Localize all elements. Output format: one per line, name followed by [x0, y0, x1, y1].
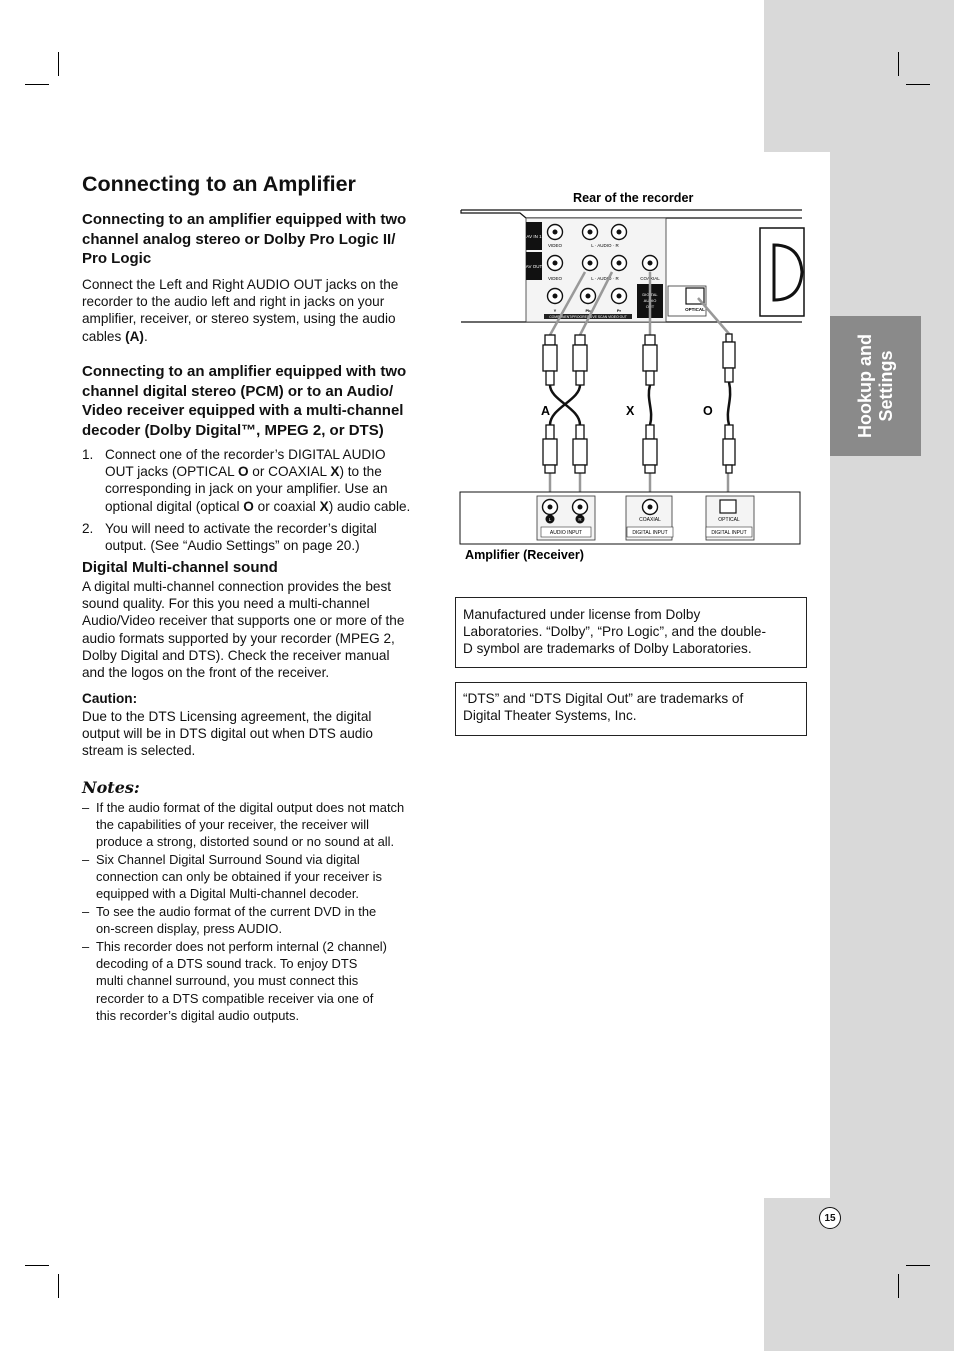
box-line: Manufactured under license from Dolby	[463, 607, 701, 622]
text: or coaxial	[253, 498, 320, 514]
side-margin-top	[764, 0, 954, 152]
component-label: COMPONENT/PROGRESSIVE SCAN VIDEO OUT	[549, 315, 627, 319]
section3-heading: Digital Multi-channel sound	[82, 559, 278, 576]
note-item	[96, 799, 404, 851]
cable-ref: X	[330, 464, 340, 480]
audio1-label: L · AUDIO · R	[591, 243, 619, 248]
crop-mark	[898, 52, 899, 76]
dash-bullet: –	[82, 904, 90, 919]
amp-r-label: R	[578, 517, 582, 522]
amp-optical-label: OPTICAL	[718, 517, 740, 523]
crop-mark	[58, 1274, 59, 1298]
body-line: audio formats supported by your recorder (MPEG 2,	[82, 630, 395, 646]
list-item	[82, 446, 442, 516]
audio2-label: L · AUDIO · R	[591, 276, 619, 281]
crop-mark	[58, 52, 59, 76]
list-item	[82, 520, 442, 556]
heading-line: Connecting to an amplifier equipped with two	[82, 363, 407, 380]
body-line: output will be in DTS digital out when DTS audio	[82, 726, 373, 742]
cable-x-label: X	[626, 404, 635, 418]
body-line: sound quality. For this you need a multi-channel	[82, 596, 370, 612]
cable-ref: O	[243, 498, 254, 514]
body-line: You will need to activate the recorder’s digital	[105, 521, 377, 536]
page-number: 15	[819, 1207, 841, 1229]
digital-input-label: DIGITAL INPUT	[632, 530, 668, 536]
heading-line: channel analog stereo or Dolby Pro Logic II/	[82, 230, 396, 248]
optical-label: OPTICAL	[685, 307, 705, 312]
cable-a-label: A	[541, 404, 551, 418]
note-line: If the audio format of the digital output does not match	[96, 800, 405, 815]
cable-x	[643, 335, 657, 473]
body-line: A digital multi-channel connection provides the best	[82, 579, 392, 594]
text: cables	[82, 328, 126, 344]
caution-heading: Caution:	[82, 691, 138, 706]
cable-o	[723, 334, 735, 473]
dash-bullet: –	[82, 939, 90, 954]
note-line: connection can only be obtained if your receiver is	[96, 869, 382, 885]
amp-label: Amplifier (Receiver)	[465, 548, 584, 562]
body-line	[105, 498, 410, 515]
av-in-label: AV IN 1	[526, 234, 542, 239]
caution-body	[82, 708, 373, 760]
pb-label: Pb	[585, 308, 591, 313]
video2-label: VIDEO	[547, 276, 563, 281]
body-line: stream is selected.	[82, 743, 196, 759]
note-line: produce a strong, distorted sound or no sound at all.	[96, 834, 395, 850]
text: ) to the	[339, 464, 382, 480]
body-line: Due to the DTS Licensing agreement, the digital	[82, 709, 372, 724]
note-item	[96, 851, 382, 903]
text: optional digital (optical	[105, 498, 244, 514]
digital-out-label: DIGITAL	[642, 292, 658, 297]
box-line: Laboratories. “Dolby”, “Pro Logic”, and the double-	[463, 624, 766, 640]
list-number: 2.	[82, 521, 94, 536]
list-number: 1.	[82, 447, 94, 462]
notes-title: Notes:	[82, 778, 140, 797]
section-tab-line2: Settings	[875, 350, 896, 422]
crop-mark	[906, 1265, 930, 1266]
digital-input-label: DIGITAL INPUT	[711, 530, 747, 536]
note-line: recorder to a DTS compatible receiver via one of	[96, 990, 374, 1006]
crop-mark	[898, 1274, 899, 1298]
body-line: Connect one of the recorder’s DIGITAL AUDIO	[105, 447, 386, 462]
dolby-trademark-box	[455, 597, 807, 668]
connection-diagram	[455, 185, 810, 570]
text: .	[143, 328, 148, 344]
body-line: Connect the Left and Right AUDIO OUT jacks on the	[82, 277, 399, 292]
note-line: This recorder does not perform internal (2 channel)	[96, 939, 387, 954]
amp-l-label: L	[548, 517, 552, 522]
amplifier-panel	[460, 492, 800, 544]
body-line: recorder to the audio left and right in jacks on your	[82, 294, 385, 310]
body-line: Dolby Digital and DTS). Check the receiver manual	[82, 647, 390, 663]
heading-line: Connecting to an amplifier equipped with two	[82, 211, 407, 228]
note-item	[96, 938, 387, 1024]
box-line: D symbol are trademarks of Dolby Laboratories.	[463, 641, 752, 657]
note-line: decoding of a DTS sound track. To enjoy DTS	[96, 956, 358, 972]
section1-heading	[82, 210, 406, 269]
text: or COAXIAL	[248, 464, 331, 480]
coaxial-label: COAXIAL	[640, 276, 660, 281]
amp-coaxial-label: COAXIAL	[639, 517, 661, 523]
dash-bullet: –	[82, 800, 90, 815]
crop-mark	[906, 84, 930, 85]
section-tab	[830, 316, 921, 456]
digital-out-label: AUDIO	[643, 298, 657, 303]
dts-trademark-box	[455, 682, 807, 736]
note-line: the capabilities of your receiver, the receiver will	[96, 817, 369, 833]
crop-mark	[25, 1265, 49, 1266]
heading-line: Pro Logic	[82, 250, 152, 267]
note-line: Six Channel Digital Surround Sound via digital	[96, 852, 360, 867]
note-line: on-screen display, press AUDIO.	[96, 921, 283, 937]
body-line: corresponding in jack on your amplifier. Use an	[105, 481, 388, 497]
page-title: Connecting to an Amplifier	[82, 172, 356, 196]
cable-ref: O	[237, 464, 249, 480]
note-item	[96, 903, 376, 937]
box-line: “DTS” and “DTS Digital Out” are trademarks of	[463, 691, 744, 706]
notes-list	[82, 799, 442, 1029]
heading-line: Video receiver equipped with a multi-channel	[82, 402, 404, 419]
body-line	[105, 463, 410, 480]
y-label: Y	[553, 308, 557, 313]
av-out-label: AV OUT	[525, 264, 543, 269]
rear-label: Rear of the recorder	[573, 191, 694, 205]
body-line: output. (See “Audio Settings” on page 20.)	[105, 538, 360, 554]
body-line: amplifier, receiver, or stereo system, using the audio	[82, 311, 396, 327]
box-line: Digital Theater Systems, Inc.	[463, 708, 637, 724]
note-line: multi channel surround, you must connect this	[96, 973, 359, 989]
section2-heading	[82, 362, 406, 440]
recorder-rear-panel	[461, 210, 804, 322]
cable-o-label: O	[703, 404, 713, 418]
body-line: Audio/Video receiver that supports one or more of the	[82, 613, 405, 629]
text: OUT jacks (OPTICAL	[105, 464, 238, 480]
side-margin	[830, 152, 954, 1198]
text: ) audio cable.	[328, 498, 411, 514]
pr-label: Pr	[616, 308, 622, 313]
video1-label: VIDEO	[547, 243, 563, 248]
heading-line: decoder (Dolby Digital™, MPEG 2, or DTS)	[82, 421, 384, 439]
side-margin-bottom	[764, 1198, 954, 1351]
audio-input-label: AUDIO INPUT	[549, 530, 583, 536]
section1-body	[82, 276, 398, 345]
body-line: and the logos on the front of the receiver.	[82, 665, 330, 681]
heading-line: channel digital stereo (PCM) or to an Audio/	[82, 382, 394, 400]
section3-body	[82, 578, 404, 681]
note-line: To see the audio format of the current DVD in the	[96, 904, 377, 919]
cable-ref: X	[319, 498, 329, 514]
cable-ref: (A)	[125, 328, 144, 344]
digital-out-label: OUT	[645, 304, 655, 309]
dash-bullet: –	[82, 852, 90, 867]
note-line: this recorder’s digital audio outputs.	[96, 1007, 300, 1023]
section-tab-line1: Hookup and	[854, 334, 875, 438]
body-line	[82, 328, 398, 345]
crop-mark	[25, 84, 49, 85]
note-line: equipped with a Digital Multi-channel decoder.	[96, 886, 359, 902]
